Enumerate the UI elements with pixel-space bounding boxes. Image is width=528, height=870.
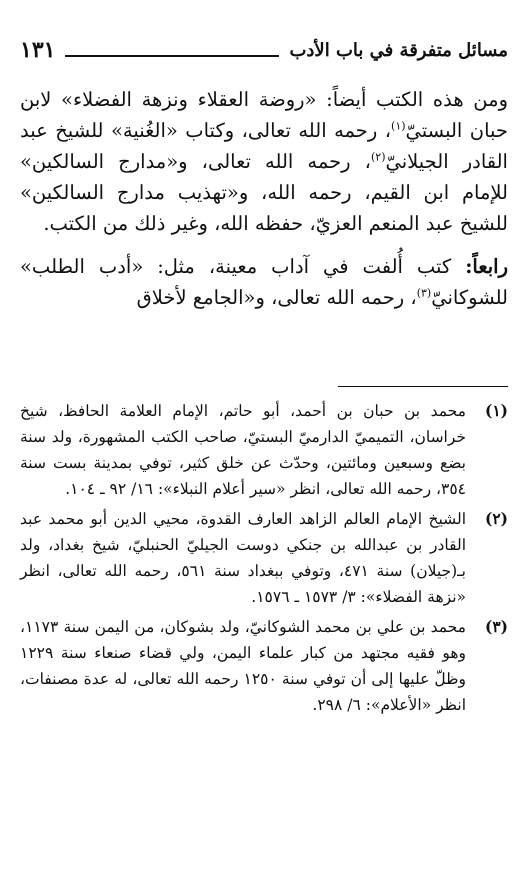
footnote-ref-2[interactable]: (٢) xyxy=(370,150,386,164)
running-title: مسائل متفرقة في باب الأدب xyxy=(289,39,508,61)
paragraph-1-text-c: ، رحمه الله تعالى، و«مدارج السالكين» للإمام ابن القيم، رحمه الله، و«تهذيب مدارج السالكين» للشيخ عبد المنعم العزيّ، حفظه الله، وغير ذلك من الكتب. xyxy=(20,150,508,235)
footnote-number: (٢) xyxy=(484,509,508,528)
footnote-ref-1[interactable]: (١) xyxy=(391,119,406,133)
page-number: ١٣١ xyxy=(20,37,56,63)
paragraph-2-text-b: ، رحمه الله تعالى، و«الجامع لأخلاق xyxy=(136,286,417,309)
footnote-number: (١) xyxy=(484,401,508,420)
footnote-3 xyxy=(20,614,508,718)
footnote-text: محمد بن حبان بن أحمد، أبو حاتم، الإمام العلامة الحافظ، شيخ خراسان، التميميّ الدارميّ البستيّ، صاحب الكتب المشهورة، ولد سنة بضع وسبعين ومائتين، وحدّث عن خلق كثير، توفي بمدينة بست سنة ٣٥٤، رحمه الله تعالى، انظر «سير أعلام النبلاء»: ١٦/ ٩٢ ـ ١٠٤. xyxy=(20,402,466,498)
footnotes xyxy=(20,398,508,722)
paragraph-1-text-b: ، رحمه الله تعالى، وكتاب «الغُنية» للشيخ عبد القادر الجيلانيّ xyxy=(20,119,508,173)
footnote-number: (٣) xyxy=(484,617,508,636)
main-text xyxy=(20,84,508,313)
footnote-text: محمد بن علي بن محمد الشوكانيّ، ولد بشوكان، من اليمن سنة ١١٧٣، وهو فقيه مجتهد من كبار علماء اليمن، ولي قضاء صنعاء سنة ١٢٢٩ وظلّ عليها إلى أن توفي سنة ١٢٥٠ رحمه الله تعالى، له عدة مصنفات، انظر «الأعلام»: ٦/ ٢٩٨. xyxy=(20,618,466,714)
paragraph-1 xyxy=(20,84,508,239)
footnote-ref-3[interactable]: (٣) xyxy=(416,286,432,300)
page-header xyxy=(20,33,508,67)
footnote-text: الشيخ الإمام العالم الزاهد العارف القدوة، محيي الدين أبو محمد عبد القادر بن عبدالله بن جنكي دوست الجيليّ الحنبليّ، شيخ بغداد، ولد بـ(جيلان) سنة ٤٧١، وتوفي ببغداد سنة ٥٦١، رحمه الله تعالى، انظر «نزهة الفضلاء»: ٣/ ١٥٧٣ ـ ١٥٧٦. xyxy=(20,510,466,606)
footnote-2 xyxy=(20,506,508,610)
header-rule xyxy=(65,55,279,57)
footnote-1 xyxy=(20,398,508,502)
paragraph-1-text-a: ومن هذه الكتب أيضاً: «روضة العقلاء ونزهة الفضلاء» لابن حبان البستيّ xyxy=(20,88,508,142)
paragraph-2-text-a: كتب أُلفت في آداب معينة، مثل: «أدب الطلب» للشوكانيّ xyxy=(20,255,508,309)
section-label: رابعاً: xyxy=(465,255,508,278)
paragraph-2 xyxy=(20,251,508,313)
footnote-separator xyxy=(338,386,508,387)
